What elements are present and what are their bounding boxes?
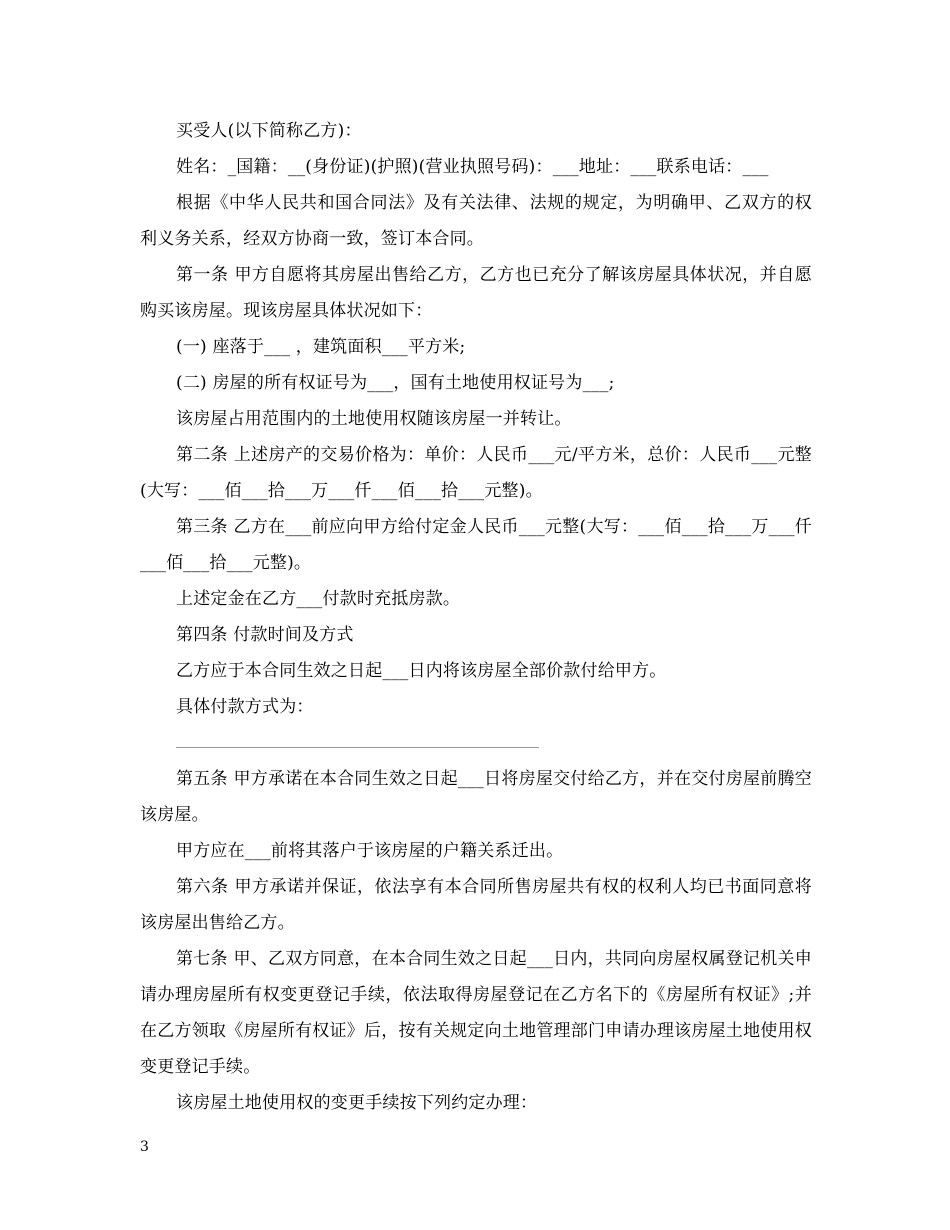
paragraph-buyer-heading: 买受人(以下简称乙方)： (176, 121, 362, 141)
paragraph-article-7: 第七条 甲、乙双方同意，在本合同生效之日起___日内，共同向房屋权属登记机关申请办理房屋所有权变更登记手续，依法取得房屋登记在乙方名下的《房屋所有权证》;并在乙方领取《房屋所有权证》后，按有关规定向土地管理部门申请办理该房屋土地使用权变更登记手续。 (140, 949, 812, 1077)
paragraph-household-registration: 甲方应在___前将其落户于该房屋的户籍关系迁出。 (176, 841, 564, 861)
paragraph-article-1-item-1: (一) 座落于___ ，建筑面积___平方米; (176, 337, 466, 357)
underline-rule (176, 747, 539, 748)
blank-fill-line (140, 725, 812, 761)
paragraph-article-3: 第三条 乙方在___前应向甲方给付定金人民币___元整(大写：___佰___拾___万___仟___佰___拾___元整)。 (140, 517, 812, 573)
paragraph-article-6: 第六条 甲方承诺并保证，依法享有本合同所售房屋共有权的权利人均已书面同意将该房屋出售给乙方。 (140, 877, 812, 933)
paragraph-article-4: 第四条 付款时间及方式 (176, 625, 354, 645)
paragraph-deposit-offset: 上述定金在乙方___付款时充抵房款。 (176, 589, 461, 609)
paragraph-land-use-transfer: 该房屋占用范围内的土地使用权随该房屋一并转让。 (176, 409, 572, 429)
paragraph-land-use-change: 该房屋土地使用权的变更手续按下列约定办理： (176, 1093, 538, 1113)
paragraph-payment-deadline: 乙方应于本合同生效之日起___日内将该房屋全部价款付给甲方。 (176, 661, 667, 681)
paragraph-payment-method: 具体付款方式为： (176, 697, 314, 717)
paragraph-buyer-info: 姓名：_国籍：__(身份证)(护照)(营业执照号码)：___地址：___联系电话：___ (176, 157, 769, 177)
page-number: 3 (140, 1139, 149, 1155)
contract-body (140, 113, 812, 1121)
paragraph-article-5: 第五条 甲方承诺在本合同生效之日起___日将房屋交付给乙方，并在交付房屋前腾空该房屋。 (140, 769, 812, 825)
paragraph-article-1: 第一条 甲方自愿将其房屋出售给乙方，乙方也已充分了解该房屋具体状况，并自愿购买该房屋。现该房屋具体状况如下： (140, 265, 812, 321)
paragraph-preamble: 根据《中华人民共和国合同法》及有关法律、法规的规定，为明确甲、乙双方的权利义务关系，经双方协商一致，签订本合同。 (140, 193, 812, 249)
paragraph-article-1-item-2: (二) 房屋的所有权证号为___，国有土地使用权证号为___; (176, 373, 615, 393)
paragraph-article-2: 第二条 上述房产的交易价格为：单价：人民币___元/平方米，总价：人民币___元整(大写：___佰___拾___万___仟___佰___拾___元整)。 (140, 445, 812, 501)
